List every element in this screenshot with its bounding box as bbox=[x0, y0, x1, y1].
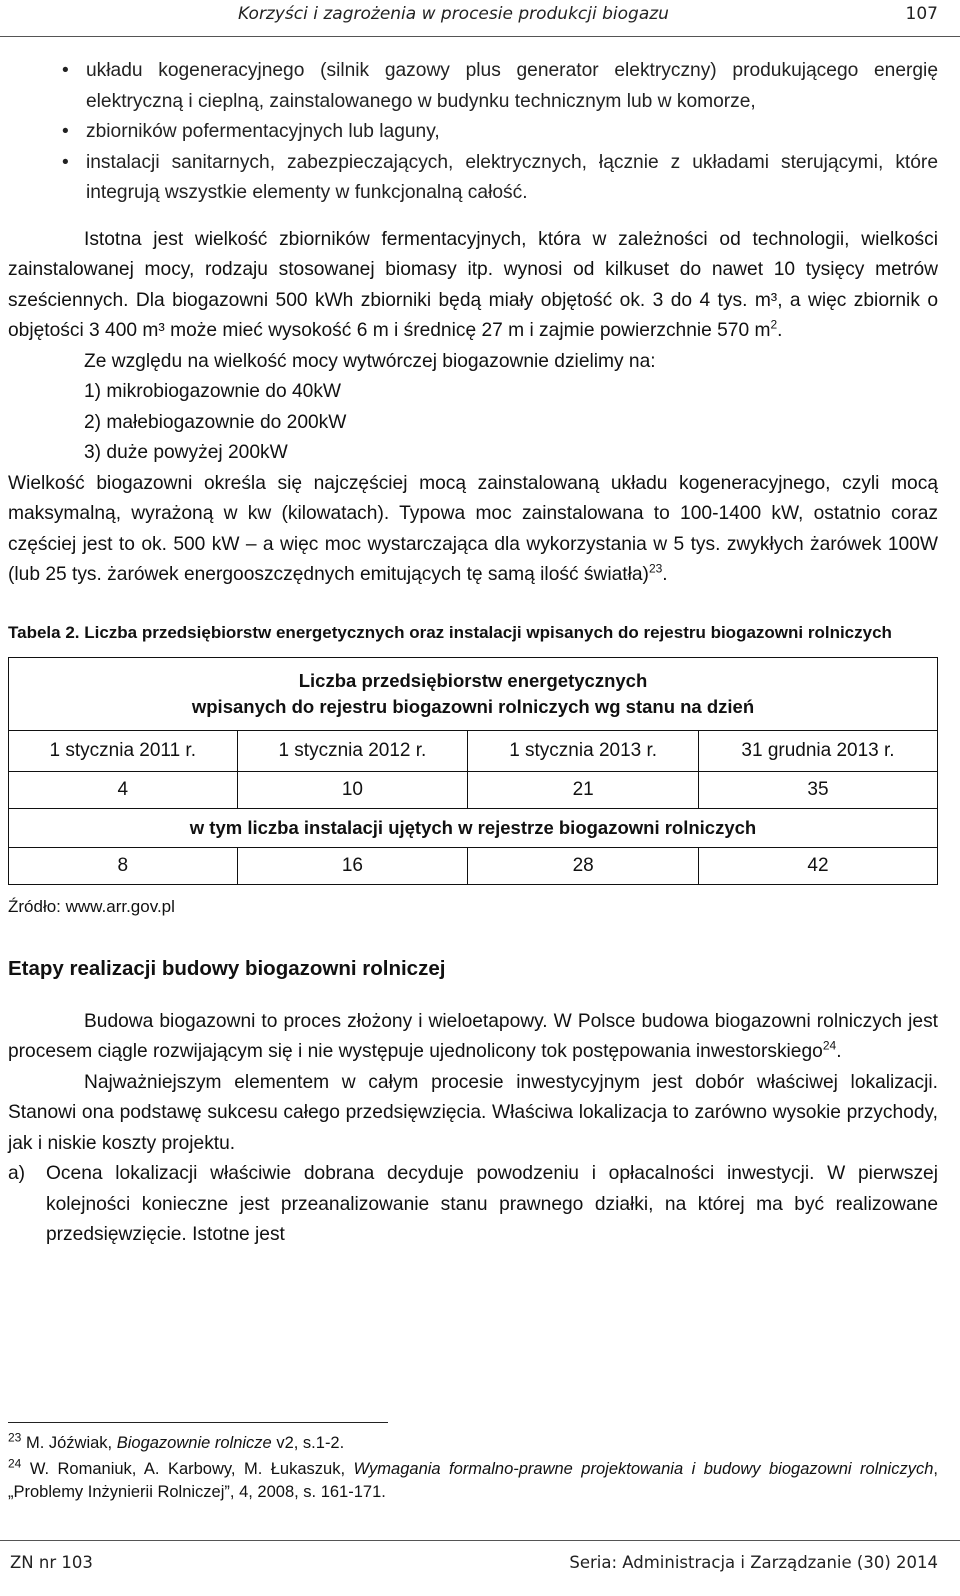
table-cell: 42 bbox=[699, 847, 938, 884]
footer-issue: ZN nr 103 bbox=[10, 1553, 93, 1572]
list-item: 2) małebiogazownie do 200kW bbox=[84, 411, 347, 433]
table-cell: 1 stycznia 2013 r. bbox=[468, 730, 699, 771]
footnote-23: $^{23}$ M. Jóźwiak, Biogazownie rolnicze v2, s.1-2. bbox=[8, 1430, 345, 1452]
bullet-item: • instalacji sanitarnych, zabezpieczających, elektrycznych, łącznie z układami sterującymi, które integrują wszystkie elementy w funkcjonalną całość. bbox=[86, 148, 938, 209]
table-cell: 4 bbox=[9, 771, 238, 808]
table-cell: 10 bbox=[237, 771, 468, 808]
main-content bbox=[8, 56, 938, 1251]
table-cell: 28 bbox=[468, 847, 699, 884]
table-cell: 21 bbox=[468, 771, 699, 808]
superscript: 2 bbox=[770, 317, 778, 332]
footer-series: Seria: Administracja i Zarządzanie (30) 2014 bbox=[569, 1553, 938, 1572]
table-source: Źródło: www.arr.gov.pl bbox=[8, 896, 175, 916]
page-number: 107 bbox=[905, 4, 938, 24]
table-row-enterprises bbox=[9, 771, 938, 808]
list-item: 1) mikrobiogazownie do 40kW bbox=[84, 381, 342, 402]
component-bullet-list bbox=[8, 56, 938, 209]
registry-table bbox=[8, 657, 938, 885]
bullet-item: • układu kogeneracyjnego (silnik gazowy plus generator elektryczny) produkującego energię elektryczną i cieplną, zainstalowanego w budynku technicznym lub w komorze, bbox=[86, 56, 938, 117]
page-footer bbox=[0, 1540, 960, 1596]
table-row-installations bbox=[9, 847, 938, 884]
bullet-item: • zbiorników pofermentacyjnych lub laguny, bbox=[86, 117, 938, 148]
table-row-dates bbox=[9, 730, 938, 771]
paragraph-size-classes-intro: Ze względu na wielkość mocy wytwórczej biogazownie dzielimy na: bbox=[84, 350, 656, 372]
size-class-list bbox=[8, 377, 938, 469]
table-cell: 1 stycznia 2012 r. bbox=[237, 730, 468, 771]
table-subheader-row bbox=[9, 808, 938, 847]
list-item: 3) duże powyżej 200kW bbox=[84, 442, 288, 463]
table-cell: 8 bbox=[9, 847, 238, 884]
running-header-title: Korzyści i zagrożenia w procesie produkcji biogazu bbox=[238, 4, 669, 24]
lettered-list-item: a) Ocena lokalizacji właściwie dobrana decyduje powodzeniu i opłacalności inwestycji. W pierwszej kolejności konieczne jest przeanalizowanie stanu prawnego działki, na której ma być realizowane przedsięwzięcie. Istotne jest bbox=[8, 1159, 938, 1251]
table-cell: 31 grudnia 2013 r. bbox=[699, 730, 938, 771]
bullet-icon: • bbox=[62, 60, 69, 81]
bullet-icon: • bbox=[62, 151, 69, 173]
table-header-cell: Liczba przedsiębiorstw energetycznych wpisanych do rejestru biogazowni rolniczych wg stanu na dzień bbox=[9, 657, 938, 730]
footnotes bbox=[8, 1432, 938, 1507]
footnote-ref: 23 bbox=[648, 561, 663, 576]
table-subheader-cell: w tym liczba instalacji ujętych w rejestrze biogazowni rolniczych bbox=[9, 808, 938, 847]
paragraph-location: Najważniejszym elementem w całym procesie inwestycyjnym jest dobór właściwej lokalizacji. Stanowi ona podstawę sukcesu całego przedsięwzięcia. Właściwa lokalizacja to zarówno wysokie przychody, jak i niskie koszty projektu. bbox=[8, 1071, 938, 1154]
footnote-ref: 24 bbox=[822, 1038, 837, 1053]
footnote-24: $^{24}$ W. Romaniuk, A. Karbowy, M. Łukaszuk, Wymagania formalno-prawne projektowania i budowy biogazowni rolniczych, „Problemy Inżynierii Rolniczej”, 4, 2008, s. 161-171. bbox=[8, 1456, 938, 1501]
list-letter: a) bbox=[8, 1163, 26, 1184]
table-header-row bbox=[9, 657, 938, 730]
table-cell: 1 stycznia 2011 r. bbox=[9, 730, 238, 771]
paragraph-process: Budowa biogazowni to proces złożony i wieloetapowy. W Polsce budowa biogazowni rolniczych jest procesem ciągle rozwijającym się i nie występuje ujednolicony tok postępowania inwestorskiego$^{24}$. bbox=[8, 1010, 938, 1062]
paragraph-installed-power: Wielkość biogazowni określa się najczęściej mocą zainstalowaną układu kogeneracyjnego, czyli mocą maksymalną, wyrażoną w kw (kilowatach). Typowa moc zainstalowana to 100-1400 kW, ostatnio coraz częściej jest to ok. 500 kW – a więc moc wystarczająca dla wykorzystania w 5 tys. zwykłych żarówek 100W (lub 25 tys. żarówek energooszczędnych emitujących tę samą ilość światła)$^{23}$. bbox=[8, 472, 938, 585]
table-caption: Tabela 2. Liczba przedsiębiorstw energetycznych oraz instalacji wpisanych do rejestru biogazowni rolniczych bbox=[8, 622, 892, 642]
table-cell: 16 bbox=[237, 847, 468, 884]
table-cell: 35 bbox=[699, 771, 938, 808]
bullet-icon: • bbox=[62, 121, 69, 142]
section-heading: Etapy realizacji budowy biogazowni rolniczej bbox=[8, 956, 446, 980]
running-header bbox=[0, 0, 960, 37]
footnote-divider bbox=[8, 1422, 388, 1423]
paragraph-tank-size: Istotna jest wielkość zbiorników fermentacyjnych, która w zależności od technologii, wielkości zainstalowanej mocy, rodzaju stosowanej biomasy itp. wynosi od kilkuset do nawet 10 tysięcy metrów sześciennych. Dla biogazowni 500 kWh zbiorniki będą miały objętość ok. 3 do 4 tys. m³, a więc zbiornik o objętości 3 400 m³ może mieć wysokość 6 m i średnicę 27 m i zajmie powierzchnie 570 $m^2$. bbox=[8, 228, 938, 341]
